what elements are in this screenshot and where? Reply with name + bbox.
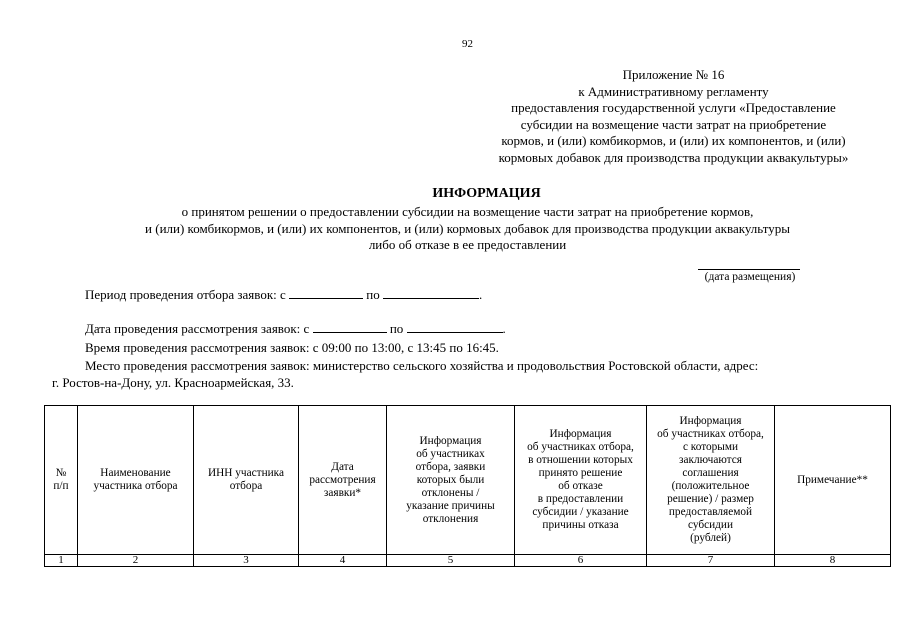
- header-cell: [515, 406, 647, 555]
- document-subtitle: [0, 204, 905, 254]
- selection-period-end: .: [479, 287, 483, 302]
- header-cell: [387, 406, 515, 555]
- header-cell-line: субсидии: [687, 519, 733, 531]
- review-date-start-blank: [313, 322, 387, 333]
- appendix-line: к Административному регламенту: [578, 83, 769, 99]
- header-cell-line: соглашения: [682, 467, 739, 479]
- column-number-cell: 5: [387, 555, 515, 567]
- header-cell-line: которых были: [416, 473, 485, 486]
- place-line-2: г. Ростов-на-Дону, ул. Красноармейская, 33.: [52, 375, 294, 390]
- header-cell-line: участника отбора: [93, 480, 178, 492]
- header-cell-line: об участниках отбора,: [527, 441, 634, 453]
- header-cell-line: указание причины: [406, 499, 495, 512]
- header-cell-line: в отношении которых: [528, 454, 633, 466]
- selection-period-to: по: [366, 287, 380, 302]
- appendix-line: кормов, и (или) комбикормов, и (или) их компонентов, и (или): [501, 133, 846, 148]
- header-cell: [194, 406, 299, 555]
- review-date-end-blank: [407, 322, 503, 333]
- review-time-line: Время проведения рассмотрения заявок: с 09:00 по 13:00, с 13:45 по 16:45.: [85, 340, 499, 355]
- review-date-to: по: [389, 321, 404, 336]
- document-title: ИНФОРМАЦИЯ: [432, 186, 541, 201]
- header-cell-line: Информация: [419, 434, 482, 447]
- appendix-line: субсидии на возмещение части затрат на приобретение: [520, 116, 827, 132]
- selection-period-line: [85, 287, 482, 303]
- header-cell-line: отбора: [229, 480, 263, 492]
- appendix-header: [455, 67, 892, 166]
- header-cell-line: об участниках отбора,: [657, 428, 764, 440]
- header-cell-line: (положительное: [671, 480, 750, 492]
- table-header-row: [45, 406, 891, 555]
- appendix-line: Приложение № 16: [622, 67, 725, 82]
- subtitle-line: о принятом решении о предоставлении субсидии на возмещение части затрат на приобретение кормов,: [181, 204, 754, 219]
- review-date-line: [85, 321, 506, 337]
- appendix-line: предоставления государственной услуги «Предоставление: [511, 100, 836, 115]
- header-cell-line: Наименование: [100, 467, 171, 479]
- header-cell-line: отклонения: [422, 512, 479, 525]
- header-cell-line: ИНН участника: [207, 467, 285, 479]
- header-cell-line: отклонены /: [421, 486, 480, 499]
- selection-period-label: Период проведения отбора заявок: с: [85, 287, 286, 302]
- column-number-row: [45, 555, 891, 567]
- header-cell-line: принято решение: [538, 467, 623, 479]
- column-number-cell: 2: [78, 555, 194, 567]
- header-cell: [299, 406, 387, 555]
- header-cell-line: Информация: [549, 428, 612, 440]
- place-line-1: Место проведения рассмотрения заявок: министерство сельского хозяйства и продовольствия Ростовской области, адрес:: [85, 358, 759, 373]
- header-cell-line: причины отказа: [542, 519, 619, 531]
- header-cell-line: об участниках: [416, 447, 485, 460]
- review-date-label: Дата проведения рассмотрения заявок: с: [85, 321, 310, 336]
- column-number-cell: 4: [299, 555, 387, 567]
- placement-date-line: [698, 269, 800, 270]
- subtitle-line: и (или) комбикормов, и (или) их компонентов, и (или) кормовых добавок для производства продукции аквакультуры: [145, 220, 790, 236]
- header-cell-line: решение) / размер: [667, 493, 754, 505]
- column-number-cell: 3: [194, 555, 299, 567]
- header-cell-line: №: [55, 467, 67, 479]
- header-cell-line: Информация: [679, 415, 742, 427]
- placement-date-caption: (дата размещения): [704, 271, 796, 283]
- column-number-cell: 7: [647, 555, 775, 567]
- header-cell-line: п/п: [53, 480, 69, 492]
- header-cell-line: предоставляемой: [668, 506, 753, 518]
- header-cell-line: заключаются: [679, 454, 742, 466]
- selection-period-end-blank: [383, 288, 479, 299]
- header-cell: [775, 406, 891, 555]
- header-cell: [45, 406, 78, 555]
- header-cell-line: об отказе: [558, 480, 603, 492]
- appendix-line: кормовых добавок для производства продукции аквакультуры»: [498, 149, 849, 165]
- header-cell-line: с которыми: [682, 441, 739, 453]
- header-cell-line: Примечание**: [797, 473, 868, 486]
- header-cell-line: в предоставлении: [537, 493, 624, 505]
- header-cell-line: отбора, заявки: [415, 460, 486, 473]
- header-cell-line: заявки*: [323, 486, 362, 499]
- column-number-cell: 1: [45, 555, 78, 567]
- column-number-cell: 8: [775, 555, 891, 567]
- header-cell: [78, 406, 194, 555]
- header-cell-line: (рублей): [690, 532, 731, 544]
- header-cell-line: субсидии / указание: [532, 506, 629, 518]
- column-number-cell: 6: [515, 555, 647, 567]
- decision-table: [44, 405, 891, 567]
- page-number: 92: [462, 38, 473, 50]
- subtitle-line: либо об отказе в ее предоставлении: [368, 237, 567, 252]
- header-cell-line: Дата: [331, 460, 354, 473]
- review-date-end: .: [502, 321, 506, 336]
- header-cell: [647, 406, 775, 555]
- selection-period-start-blank: [289, 288, 363, 299]
- header-cell-line: рассмотрения: [309, 473, 376, 486]
